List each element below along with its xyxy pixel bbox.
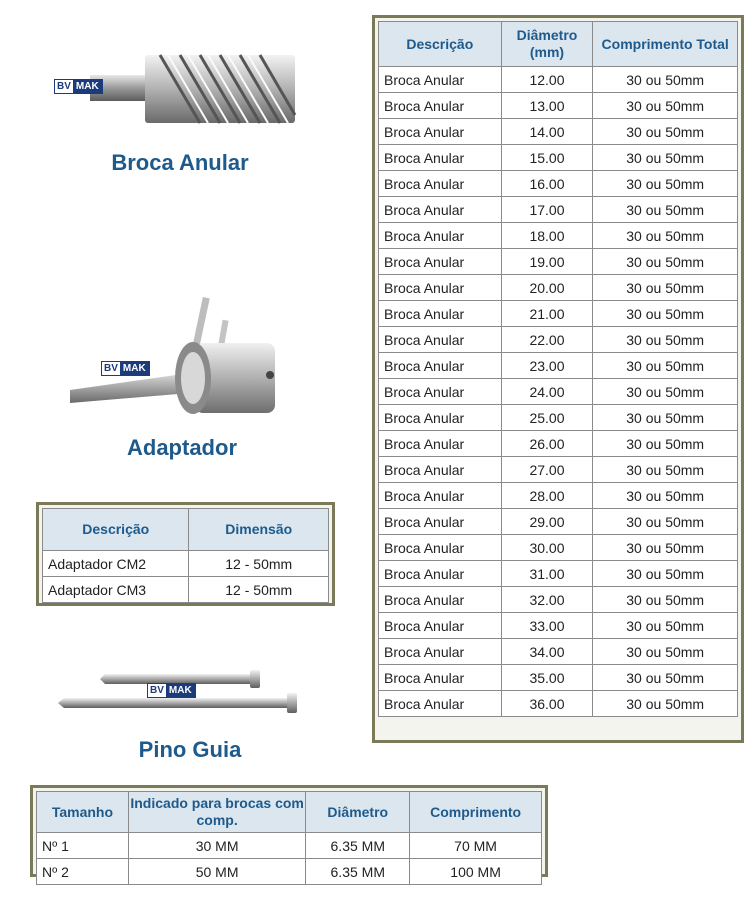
table-cell: Broca Anular bbox=[379, 457, 502, 483]
table-cell: 12 - 50mm bbox=[189, 577, 329, 603]
table-cell: 29.00 bbox=[501, 509, 593, 535]
adapter-drawing bbox=[65, 295, 295, 420]
table-row bbox=[379, 249, 738, 275]
table-cell: Broca Anular bbox=[379, 353, 502, 379]
table-cell: 30 ou 50mm bbox=[593, 301, 738, 327]
table-cell: 32.00 bbox=[501, 587, 593, 613]
table-cell: 30 ou 50mm bbox=[593, 431, 738, 457]
table-cell: 30 ou 50mm bbox=[593, 379, 738, 405]
table-cell: 30 ou 50mm bbox=[593, 353, 738, 379]
table-row bbox=[379, 509, 738, 535]
table-row bbox=[43, 577, 329, 603]
table-cell: Broca Anular bbox=[379, 535, 502, 561]
table-cell: 22.00 bbox=[501, 327, 593, 353]
table-cell: 30 ou 50mm bbox=[593, 249, 738, 275]
table-cell: Broca Anular bbox=[379, 67, 502, 93]
table-row bbox=[379, 353, 738, 379]
table-row bbox=[379, 587, 738, 613]
column-header: Comprimento Total bbox=[593, 22, 738, 67]
table-cell: Broca Anular bbox=[379, 431, 502, 457]
pino-table-frame bbox=[30, 785, 548, 880]
table-header-row bbox=[379, 22, 738, 67]
table-cell: Broca Anular bbox=[379, 223, 502, 249]
table-cell: 30 ou 50mm bbox=[593, 119, 738, 145]
adaptador-image bbox=[65, 295, 295, 420]
column-header: Diâmetro (mm) bbox=[501, 22, 593, 67]
table-row bbox=[379, 691, 738, 717]
table-row bbox=[379, 457, 738, 483]
table-header-row bbox=[43, 509, 329, 551]
table-header-row bbox=[37, 792, 542, 833]
table-cell: 12.00 bbox=[501, 67, 593, 93]
table-cell: 100 MM bbox=[410, 859, 542, 885]
table-cell: 30 ou 50mm bbox=[593, 405, 738, 431]
table-cell: 34.00 bbox=[501, 639, 593, 665]
table-cell: Adaptador CM2 bbox=[43, 551, 189, 577]
adaptador-table-frame bbox=[36, 502, 335, 606]
table-row bbox=[43, 551, 329, 577]
table-row bbox=[379, 405, 738, 431]
table-row bbox=[379, 561, 738, 587]
table-cell: 30 ou 50mm bbox=[593, 223, 738, 249]
table-cell: Broca Anular bbox=[379, 483, 502, 509]
pino-guia-title: Pino Guia bbox=[138, 737, 242, 762]
bvmak-logo: BV MAK bbox=[54, 79, 103, 94]
table-cell: Broca Anular bbox=[379, 145, 502, 171]
broca-table-frame bbox=[372, 15, 744, 743]
table-row bbox=[379, 379, 738, 405]
table-cell: 30 ou 50mm bbox=[593, 327, 738, 353]
table-cell: 36.00 bbox=[501, 691, 593, 717]
pino-table bbox=[36, 791, 542, 885]
table-cell: 70 MM bbox=[410, 833, 542, 859]
table-cell: Broca Anular bbox=[379, 691, 502, 717]
table-cell: 26.00 bbox=[501, 431, 593, 457]
table-row bbox=[379, 145, 738, 171]
broca-anular-image bbox=[50, 45, 310, 130]
table-row bbox=[379, 301, 738, 327]
table-cell: 30 MM bbox=[128, 833, 305, 859]
table-cell: Nº 1 bbox=[37, 833, 129, 859]
table-cell: 50 MM bbox=[128, 859, 305, 885]
table-cell: 28.00 bbox=[501, 483, 593, 509]
table-cell: 6.35 MM bbox=[306, 833, 410, 859]
table-cell: 30 ou 50mm bbox=[593, 691, 738, 717]
table-cell: Broca Anular bbox=[379, 509, 502, 535]
table-cell: Broca Anular bbox=[379, 613, 502, 639]
column-header: Diâmetro bbox=[306, 792, 410, 833]
table-row bbox=[379, 639, 738, 665]
table-row bbox=[379, 171, 738, 197]
table-row bbox=[379, 613, 738, 639]
table-cell: 30 ou 50mm bbox=[593, 613, 738, 639]
table-cell: 31.00 bbox=[501, 561, 593, 587]
column-header: Tamanho bbox=[37, 792, 129, 833]
table-cell: 18.00 bbox=[501, 223, 593, 249]
broca-table bbox=[378, 21, 738, 717]
broca-anular-title: Broca Anular bbox=[111, 150, 249, 175]
column-header: Indicado para brocas com comp. bbox=[128, 792, 305, 833]
table-row bbox=[379, 67, 738, 93]
table-cell: 30 ou 50mm bbox=[593, 93, 738, 119]
table-cell: 14.00 bbox=[501, 119, 593, 145]
table-cell: 30.00 bbox=[501, 535, 593, 561]
column-header: Descrição bbox=[379, 22, 502, 67]
table-cell: 30 ou 50mm bbox=[593, 171, 738, 197]
table-cell: Broca Anular bbox=[379, 587, 502, 613]
table-cell: 30 ou 50mm bbox=[593, 639, 738, 665]
table-row bbox=[379, 327, 738, 353]
pino-guia-image bbox=[55, 665, 305, 720]
column-header: Descrição bbox=[43, 509, 189, 551]
table-cell: 27.00 bbox=[501, 457, 593, 483]
table-row bbox=[379, 197, 738, 223]
table-row bbox=[379, 93, 738, 119]
table-row bbox=[379, 431, 738, 457]
table-cell: Broca Anular bbox=[379, 171, 502, 197]
table-cell: Broca Anular bbox=[379, 93, 502, 119]
table-row bbox=[37, 859, 542, 885]
table-row bbox=[379, 223, 738, 249]
adaptador-table bbox=[42, 508, 329, 603]
table-cell: Broca Anular bbox=[379, 665, 502, 691]
table-cell: 30 ou 50mm bbox=[593, 145, 738, 171]
table-cell: 30 ou 50mm bbox=[593, 197, 738, 223]
bvmak-logo: BV MAK bbox=[101, 361, 150, 376]
table-cell: Broca Anular bbox=[379, 379, 502, 405]
table-cell: Broca Anular bbox=[379, 301, 502, 327]
table-row bbox=[37, 833, 542, 859]
table-cell: 35.00 bbox=[501, 665, 593, 691]
table-row bbox=[379, 275, 738, 301]
table-row bbox=[379, 535, 738, 561]
table-cell: Broca Anular bbox=[379, 119, 502, 145]
table-cell: Adaptador CM3 bbox=[43, 577, 189, 603]
table-cell: 23.00 bbox=[501, 353, 593, 379]
table-cell: 25.00 bbox=[501, 405, 593, 431]
table-cell: Broca Anular bbox=[379, 561, 502, 587]
table-cell: Broca Anular bbox=[379, 249, 502, 275]
table-cell: Broca Anular bbox=[379, 275, 502, 301]
table-cell: 30 ou 50mm bbox=[593, 587, 738, 613]
table-cell: Broca Anular bbox=[379, 405, 502, 431]
table-cell: 19.00 bbox=[501, 249, 593, 275]
table-cell: 15.00 bbox=[501, 145, 593, 171]
table-row bbox=[379, 483, 738, 509]
table-cell: Broca Anular bbox=[379, 197, 502, 223]
table-cell: 21.00 bbox=[501, 301, 593, 327]
table-cell: 30 ou 50mm bbox=[593, 665, 738, 691]
table-cell: 16.00 bbox=[501, 171, 593, 197]
table-cell: 12 - 50mm bbox=[189, 551, 329, 577]
column-header: Comprimento bbox=[410, 792, 542, 833]
table-cell: 20.00 bbox=[501, 275, 593, 301]
table-cell: 30 ou 50mm bbox=[593, 67, 738, 93]
table-cell: 24.00 bbox=[501, 379, 593, 405]
table-row bbox=[379, 665, 738, 691]
bvmak-logo: BV MAK bbox=[147, 683, 196, 698]
table-cell: Broca Anular bbox=[379, 639, 502, 665]
table-cell: Broca Anular bbox=[379, 327, 502, 353]
table-cell: 30 ou 50mm bbox=[593, 483, 738, 509]
table-cell: 30 ou 50mm bbox=[593, 561, 738, 587]
table-cell: 17.00 bbox=[501, 197, 593, 223]
column-header: Dimensão bbox=[189, 509, 329, 551]
table-cell: 6.35 MM bbox=[306, 859, 410, 885]
table-cell: 30 ou 50mm bbox=[593, 457, 738, 483]
broca-table-body bbox=[379, 67, 738, 717]
table-cell: 30 ou 50mm bbox=[593, 509, 738, 535]
table-cell: 30 ou 50mm bbox=[593, 535, 738, 561]
table-cell: 33.00 bbox=[501, 613, 593, 639]
table-cell: 13.00 bbox=[501, 93, 593, 119]
table-row bbox=[379, 119, 738, 145]
table-cell: Nº 2 bbox=[37, 859, 129, 885]
adaptador-title: Adaptador bbox=[127, 435, 237, 460]
table-cell: 30 ou 50mm bbox=[593, 275, 738, 301]
